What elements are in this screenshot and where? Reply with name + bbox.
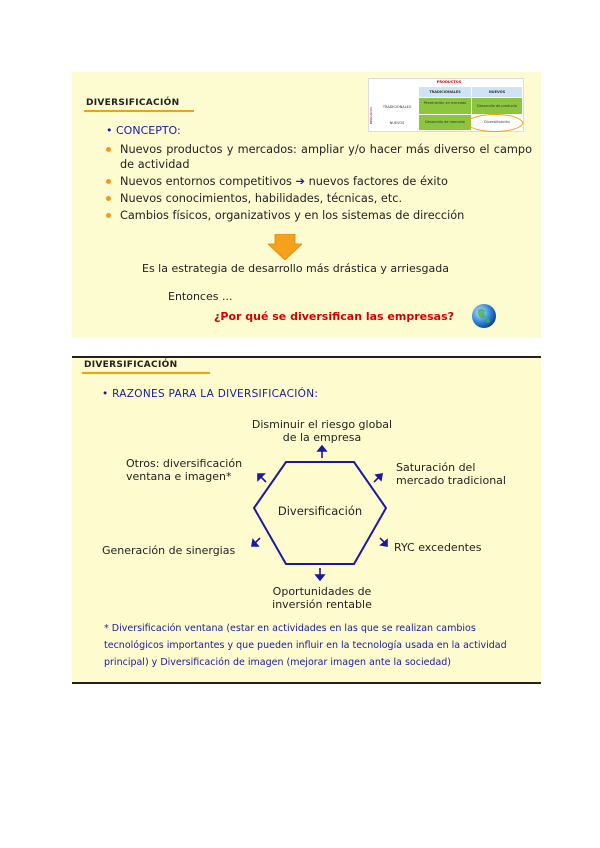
reason-top-left: [126, 457, 266, 483]
slide2-title: DIVERSIFICACIÓN: [84, 360, 178, 370]
reasons-label: RAZONES PARA LA DIVERSIFICACIÓN:: [112, 388, 319, 400]
reason-top: [232, 418, 412, 444]
reason-tl-line1: Otros: diversificación: [126, 457, 243, 470]
matrix-cell-4: Diversificación: [484, 120, 510, 124]
matrix-header: PRODUCTOS: [436, 80, 462, 84]
bullet-text: Nuevos entornos competitivos: [120, 175, 292, 188]
matrix-col-2: NUEVOS: [488, 90, 506, 94]
concept-bullet: •: [106, 124, 113, 137]
arrow-up-right-icon: [374, 474, 382, 482]
entonces-text: Entonces ...: [168, 290, 233, 303]
matrix-cell-2: Desarrollo de producto: [477, 104, 517, 108]
arrow-down-left-icon: [252, 538, 260, 546]
concept-bullets: [104, 142, 532, 225]
bullet-item: Nuevos productos y mercados: ampliar y/o hacer más diverso el campo de actividad: [104, 142, 532, 172]
reason-bottom-right: RYC excedentes: [394, 541, 482, 554]
arrow-down-right-icon: [380, 538, 387, 546]
reason-top-line2: de la empresa: [282, 431, 362, 444]
reason-top-right: [396, 461, 536, 487]
question-text: ¿Por qué se diversifican las empresas?: [214, 310, 455, 323]
arrow-right-icon: ➔: [295, 175, 306, 188]
center-label: Diversificación: [277, 504, 363, 518]
bullet-text: nuevos factores de éxito: [308, 175, 448, 188]
matrix-col-1: TRADICIONALES: [429, 90, 461, 94]
slide-concepto: [72, 72, 541, 338]
concept-label: CONCEPTO:: [116, 124, 181, 137]
globe-icon: [470, 302, 498, 330]
matrix-cell-3: Desarrollo de mercado: [425, 120, 465, 124]
product-market-matrix: [368, 78, 524, 132]
reason-bottom: [252, 585, 392, 611]
arrow-up-icon: [318, 446, 326, 458]
bullet-item: [104, 174, 532, 189]
down-arrow-icon: [268, 234, 302, 260]
title-underline: [84, 110, 194, 112]
strategy-text: Es la estrategia de desarrollo más drástica y arriesgada: [142, 262, 449, 275]
reason-bottom-line1: Oportunidades de: [272, 585, 372, 598]
matrix-row-2: NUEVOS: [389, 121, 405, 125]
concept-line: [106, 124, 181, 137]
bullet-item: Cambios físicos, organizativos y en los sistemas de dirección: [104, 208, 532, 223]
reasons-bullet: •: [102, 388, 109, 400]
reason-tl-line2: ventana e imagen*: [126, 470, 232, 483]
matrix-side: MERCADOS: [369, 107, 373, 125]
matrix-row-1: TRADICIONALES: [382, 105, 412, 109]
bullet-item: Nuevos conocimientos, habilidades, técnicas, etc.: [104, 191, 532, 206]
reason-bottom-line2: inversión rentable: [272, 598, 372, 611]
reason-tr-line2: mercado tradicional: [396, 474, 506, 487]
matrix-highlight-ellipse: [467, 114, 523, 132]
reason-tr-line1: Saturación del: [396, 461, 476, 474]
reason-bottom-left: Generación de sinergias: [102, 544, 236, 557]
footnote: * Diversificación ventana (estar en actividades en las que se realizan cambios tecnológicos importantes y que pueden influir en la tecnología usada en la actividad principal) y Diversificación de imagen (mejorar imagen ante la sociedad): [104, 623, 507, 668]
reason-top-line1: Disminuir el riesgo global: [251, 418, 393, 431]
slide1-title: DIVERSIFICACIÓN: [86, 98, 180, 108]
slide-razones: [72, 356, 541, 684]
matrix-cell-1: Penetración en mercado: [423, 101, 467, 105]
arrow-down-icon: [316, 568, 324, 580]
